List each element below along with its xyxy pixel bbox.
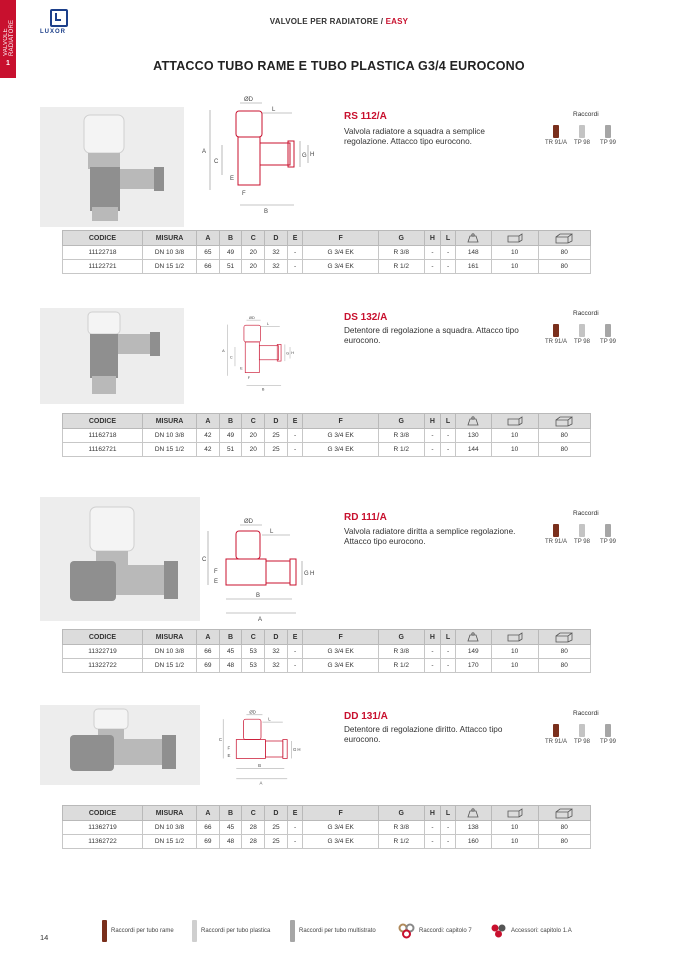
column-header: L	[441, 414, 456, 429]
column-header: F	[303, 231, 378, 246]
table-cell: R 1/2	[378, 443, 424, 457]
table-cell: -	[287, 835, 303, 849]
copper-fitting-icon	[553, 524, 559, 537]
table-cell: 10	[491, 246, 538, 260]
table-cell: 160	[455, 835, 491, 849]
table-row	[63, 260, 591, 274]
carton-icon	[555, 632, 573, 643]
diagram-label: G	[286, 351, 290, 356]
table-cell: 80	[538, 260, 590, 274]
box-icon	[507, 808, 523, 818]
diagram-label: L	[268, 716, 271, 722]
carton-icon	[555, 808, 573, 819]
carton-icon	[555, 416, 573, 427]
table-cell: -	[287, 659, 303, 673]
column-header-weight	[455, 231, 491, 246]
diagram-label: H	[297, 747, 301, 753]
table-cell: R 1/2	[378, 260, 424, 274]
table-cell: 10	[491, 659, 538, 673]
diagram-label: B	[258, 763, 262, 769]
technical-drawing	[200, 95, 330, 220]
table-cell: G 3/4 EK	[303, 659, 378, 673]
table-header-row	[63, 630, 591, 645]
column-header: G	[378, 806, 424, 821]
diagram-label: ØD	[249, 709, 256, 715]
copper-fitting-icon	[102, 920, 107, 942]
column-header: H	[424, 630, 441, 645]
table-cell: 42	[197, 429, 220, 443]
table-cell: -	[424, 260, 441, 274]
column-header: D	[265, 806, 288, 821]
table-cell: 20	[242, 246, 265, 260]
diagram-label: G	[293, 747, 297, 753]
raccordi-title: Raccordi	[573, 310, 599, 317]
table-cell: G 3/4 EK	[303, 429, 378, 443]
table-cell: DN 10 3/8	[143, 246, 197, 260]
spec-table	[62, 413, 591, 457]
column-header: F	[303, 414, 378, 429]
raccordi-label: TR 91/A	[544, 140, 567, 146]
table-cell: 10	[491, 260, 538, 274]
diagram-label: C	[229, 355, 233, 360]
table-cell: 149	[455, 645, 491, 659]
raccordi-label: TP 99	[600, 339, 616, 345]
plastic-fitting-icon	[192, 920, 197, 942]
table-cell: -	[287, 429, 303, 443]
technical-drawing	[200, 709, 322, 789]
column-header: E	[287, 806, 303, 821]
product-photo	[40, 107, 184, 227]
column-header: MISURA	[143, 630, 197, 645]
column-header: CODICE	[63, 414, 143, 429]
table-row	[63, 659, 591, 673]
column-header: H	[424, 414, 441, 429]
diagram-label: ØD	[244, 519, 253, 525]
column-header-carton	[538, 414, 590, 429]
diagram-label: E	[227, 753, 231, 758]
table-cell: -	[424, 246, 441, 260]
table-cell: -	[441, 645, 456, 659]
table-cell: 45	[219, 645, 242, 659]
table-cell: 69	[197, 835, 220, 849]
chapter-tab-label: VALVOLE RADIATORE	[3, 19, 15, 56]
weight-icon	[467, 808, 479, 818]
table-cell: 10	[491, 429, 538, 443]
table-cell: 80	[538, 246, 590, 260]
diagram-label: B	[256, 593, 261, 599]
table-cell: 11162721	[63, 443, 143, 457]
spec-table	[62, 805, 591, 849]
plastic-fitting-icon	[579, 125, 585, 138]
table-cell: 51	[219, 443, 242, 457]
table-cell: 32	[265, 659, 288, 673]
column-header-box	[491, 231, 538, 246]
product-description: Valvola radiatore a squadra a semplice regolazione. Attacco tipo eurocono.	[344, 127, 485, 146]
table-cell: -	[424, 659, 441, 673]
diagram-label: L	[272, 107, 276, 113]
table-cell: G 3/4 EK	[303, 645, 378, 659]
raccordi-title: Raccordi	[573, 510, 599, 517]
table-cell: -	[424, 645, 441, 659]
table-cell: 80	[538, 429, 590, 443]
table-row	[63, 835, 591, 849]
table-header-row	[63, 231, 591, 246]
diagram-label: ØD	[249, 315, 255, 320]
table-row	[63, 821, 591, 835]
table-cell: 11122718	[63, 246, 143, 260]
table-cell: 161	[455, 260, 491, 274]
column-header: MISURA	[143, 231, 197, 246]
product-code: RS 112/A	[344, 111, 387, 122]
table-cell: -	[441, 260, 456, 274]
table-cell: 25	[265, 835, 288, 849]
table-cell: 66	[197, 821, 220, 835]
table-cell: 53	[242, 659, 265, 673]
table-cell: -	[424, 821, 441, 835]
table-cell: 25	[265, 821, 288, 835]
table-cell: -	[287, 246, 303, 260]
column-header-weight	[455, 630, 491, 645]
column-header: MISURA	[143, 806, 197, 821]
table-cell: 80	[538, 645, 590, 659]
diagram-label: F	[247, 376, 251, 380]
table-cell: 20	[242, 429, 265, 443]
weight-icon	[467, 632, 479, 642]
table-cell: -	[441, 429, 456, 443]
chapter-tab-number: 1	[6, 60, 10, 67]
column-header: B	[219, 414, 242, 429]
brand-logo-text: LUXOR	[40, 29, 66, 35]
column-header-weight	[455, 414, 491, 429]
plastic-fitting-icon	[579, 524, 585, 537]
diagram-label: A	[222, 349, 225, 354]
column-header: CODICE	[63, 630, 143, 645]
column-header: G	[378, 630, 424, 645]
raccordi-title: Raccordi	[573, 111, 599, 118]
raccordi-label: TP 99	[600, 739, 616, 745]
diagram-label: L	[266, 322, 270, 327]
column-header: D	[265, 231, 288, 246]
diagram-label: B	[264, 209, 269, 215]
table-cell: -	[424, 429, 441, 443]
legend-label: Raccordi per tubo multistrato	[299, 928, 376, 934]
rings-icon	[398, 920, 416, 942]
table-cell: 65	[197, 246, 220, 260]
column-header: C	[242, 630, 265, 645]
table-row	[63, 443, 591, 457]
copper-fitting-icon	[553, 724, 559, 737]
table-cell: DN 10 3/8	[143, 821, 197, 835]
product-photo	[40, 705, 200, 785]
product-photo	[40, 308, 184, 404]
diagram-label: C	[202, 557, 207, 563]
table-cell: 10	[491, 835, 538, 849]
column-header: H	[424, 806, 441, 821]
column-header: C	[242, 806, 265, 821]
diagram-label: E	[214, 579, 219, 585]
table-cell: R 1/2	[378, 835, 424, 849]
product-description: Detentore di regolazione a squadra. Attacco tipo eurocono.	[344, 326, 519, 345]
table-cell: 45	[219, 821, 242, 835]
table-cell: -	[287, 260, 303, 274]
raccordi-label: TP 99	[600, 140, 616, 146]
plastic-fitting-icon	[579, 324, 585, 337]
table-cell: 28	[242, 821, 265, 835]
table-cell: DN 10 3/8	[143, 429, 197, 443]
table-cell: R 3/8	[378, 645, 424, 659]
diagram-label: G	[302, 153, 307, 159]
table-cell: DN 15 1/2	[143, 659, 197, 673]
table-row	[63, 645, 591, 659]
multistrato-fitting-icon	[605, 724, 611, 737]
column-header-box	[491, 414, 538, 429]
column-header: H	[424, 231, 441, 246]
table-cell: DN 10 3/8	[143, 645, 197, 659]
diagram-label: C	[214, 159, 219, 165]
diagram-label: C	[218, 737, 222, 742]
table-cell: 25	[265, 429, 288, 443]
diagram-label: L	[270, 529, 274, 535]
column-header: C	[242, 231, 265, 246]
table-cell: -	[441, 835, 456, 849]
table-cell: 144	[455, 443, 491, 457]
column-header: CODICE	[63, 806, 143, 821]
raccordi-label: TP 98	[574, 539, 590, 545]
table-cell: 66	[197, 645, 220, 659]
column-header: A	[197, 630, 220, 645]
header-title-accent: EASY	[385, 17, 409, 26]
table-cell: 138	[455, 821, 491, 835]
table-cell: -	[441, 443, 456, 457]
table-cell: -	[441, 821, 456, 835]
table-cell: 32	[265, 246, 288, 260]
legend-label: Raccordi per tubo plastica	[201, 928, 271, 934]
weight-icon	[467, 233, 479, 243]
table-cell: 80	[538, 821, 590, 835]
column-header: A	[197, 414, 220, 429]
raccordi-label: TR 91/A	[544, 739, 567, 745]
column-header: CODICE	[63, 231, 143, 246]
header-title-main: VALVOLE PER RADIATORE /	[269, 17, 384, 26]
plastic-fitting-icon	[579, 724, 585, 737]
column-header: D	[265, 414, 288, 429]
table-cell: -	[441, 246, 456, 260]
product-photo	[40, 497, 200, 621]
column-header-weight	[455, 806, 491, 821]
diagram-label: E	[230, 176, 235, 182]
raccordi-label: TP 98	[574, 739, 590, 745]
table-cell: 48	[219, 659, 242, 673]
raccordi-label: TR 91/A	[544, 539, 567, 545]
table-cell: R 3/8	[378, 429, 424, 443]
table-cell: DN 15 1/2	[143, 260, 197, 274]
table-cell: 49	[219, 429, 242, 443]
table-cell: -	[287, 645, 303, 659]
table-cell: 66	[197, 260, 220, 274]
table-cell: 42	[197, 443, 220, 457]
diagram-label: E	[240, 366, 243, 371]
table-cell: G 3/4 EK	[303, 821, 378, 835]
column-header: E	[287, 414, 303, 429]
raccordi-label: TR 91/A	[544, 339, 567, 345]
multistrato-fitting-icon	[605, 524, 611, 537]
table-cell: R 1/2	[378, 659, 424, 673]
diagram-label: A	[259, 780, 263, 786]
table-cell: -	[287, 821, 303, 835]
table-cell: 11322722	[63, 659, 143, 673]
diagram-label: F	[227, 745, 231, 751]
product-description: Detentore di regolazione diritto. Attacco tipo eurocono.	[344, 725, 503, 744]
table-cell: 11362719	[63, 821, 143, 835]
table-cell: 80	[538, 659, 590, 673]
table-cell: 49	[219, 246, 242, 260]
table-cell: 170	[455, 659, 491, 673]
table-row	[63, 246, 591, 260]
table-cell: 53	[242, 645, 265, 659]
weight-icon	[467, 416, 479, 426]
table-cell: G 3/4 EK	[303, 835, 378, 849]
column-header-carton	[538, 231, 590, 246]
table-header-row	[63, 806, 591, 821]
table-cell: 20	[242, 443, 265, 457]
header-title	[0, 17, 678, 26]
table-cell: -	[441, 659, 456, 673]
table-cell: 11322719	[63, 645, 143, 659]
table-cell: R 3/8	[378, 821, 424, 835]
column-header: B	[219, 806, 242, 821]
diagram-label: A	[258, 617, 263, 623]
product-code: DD 131/A	[344, 711, 388, 722]
column-header-carton	[538, 630, 590, 645]
column-header: G	[378, 414, 424, 429]
table-cell: 25	[265, 443, 288, 457]
copper-fitting-icon	[553, 324, 559, 337]
table-cell: 48	[219, 835, 242, 849]
table-cell: 69	[197, 659, 220, 673]
diagram-label: A	[202, 149, 207, 155]
column-header-box	[491, 806, 538, 821]
carton-icon	[555, 233, 573, 244]
box-icon	[507, 632, 523, 642]
raccordi-label: TP 98	[574, 140, 590, 146]
copper-fitting-icon	[553, 125, 559, 138]
diagram-label: H	[310, 571, 315, 577]
table-cell: DN 15 1/2	[143, 443, 197, 457]
column-header: L	[441, 231, 456, 246]
table-cell: G 3/4 EK	[303, 260, 378, 274]
multistrato-fitting-icon	[290, 920, 295, 942]
diagram-label: H	[291, 351, 295, 356]
table-cell: 80	[538, 835, 590, 849]
table-cell: 11122721	[63, 260, 143, 274]
diagram-label: G	[304, 571, 309, 577]
column-header: B	[219, 630, 242, 645]
table-cell: 10	[491, 443, 538, 457]
column-header: A	[197, 806, 220, 821]
table-cell: -	[424, 835, 441, 849]
product-code: RD 111/A	[344, 512, 387, 523]
raccordi-label: TP 99	[600, 539, 616, 545]
table-row	[63, 429, 591, 443]
legend-label: Raccordi: capitolo 7	[419, 928, 472, 934]
column-header: F	[303, 630, 378, 645]
column-header: E	[287, 231, 303, 246]
multistrato-fitting-icon	[605, 125, 611, 138]
page-number: 14	[40, 933, 49, 942]
legend-label: Accessori: capitolo 1.A	[511, 928, 572, 934]
column-header: C	[242, 414, 265, 429]
box-icon	[507, 416, 523, 426]
technical-drawing	[200, 517, 320, 627]
table-cell: 20	[242, 260, 265, 274]
column-header-box	[491, 630, 538, 645]
table-cell: -	[424, 443, 441, 457]
table-header-row	[63, 414, 591, 429]
table-cell: DN 15 1/2	[143, 835, 197, 849]
table-cell: 130	[455, 429, 491, 443]
spec-table	[62, 230, 591, 274]
technical-drawing	[200, 315, 325, 395]
column-header: A	[197, 231, 220, 246]
table-cell: 11362722	[63, 835, 143, 849]
column-header: D	[265, 630, 288, 645]
product-description: Valvola radiatore diritta a semplice regolazione. Attacco tipo eurocono.	[344, 527, 516, 546]
legend	[0, 920, 678, 944]
column-header: E	[287, 630, 303, 645]
legend-label: Raccordi per tubo rame	[111, 928, 174, 934]
raccordi-item	[593, 324, 623, 345]
table-cell: 10	[491, 645, 538, 659]
diagram-label: F	[214, 569, 218, 575]
raccordi-item	[593, 125, 623, 146]
spec-table	[62, 629, 591, 673]
column-header: B	[219, 231, 242, 246]
column-header: F	[303, 806, 378, 821]
balls-icon	[490, 920, 508, 942]
diagram-label: F	[242, 191, 246, 197]
raccordi-item	[593, 524, 623, 545]
table-cell: 32	[265, 645, 288, 659]
table-cell: R 3/8	[378, 246, 424, 260]
column-header: L	[441, 806, 456, 821]
table-cell: 32	[265, 260, 288, 274]
table-cell: G 3/4 EK	[303, 443, 378, 457]
column-header-carton	[538, 806, 590, 821]
page-title: ATTACCO TUBO RAME E TUBO PLASTICA G3/4 EUROCONO	[153, 59, 525, 73]
raccordi-item	[593, 724, 623, 745]
table-cell: 148	[455, 246, 491, 260]
table-cell: 80	[538, 443, 590, 457]
box-icon	[507, 233, 523, 243]
raccordi-label: TP 98	[574, 339, 590, 345]
table-cell: G 3/4 EK	[303, 246, 378, 260]
table-cell: 51	[219, 260, 242, 274]
diagram-label: B	[261, 387, 265, 392]
table-cell: 10	[491, 821, 538, 835]
raccordi-title: Raccordi	[573, 710, 599, 717]
diagram-label: ØD	[244, 97, 253, 103]
table-cell: 28	[242, 835, 265, 849]
column-header: L	[441, 630, 456, 645]
diagram-label: H	[310, 152, 315, 158]
table-cell: -	[287, 443, 303, 457]
column-header: MISURA	[143, 414, 197, 429]
column-header: G	[378, 231, 424, 246]
table-cell: 11162718	[63, 429, 143, 443]
product-code: DS 132/A	[344, 312, 388, 323]
multistrato-fitting-icon	[605, 324, 611, 337]
